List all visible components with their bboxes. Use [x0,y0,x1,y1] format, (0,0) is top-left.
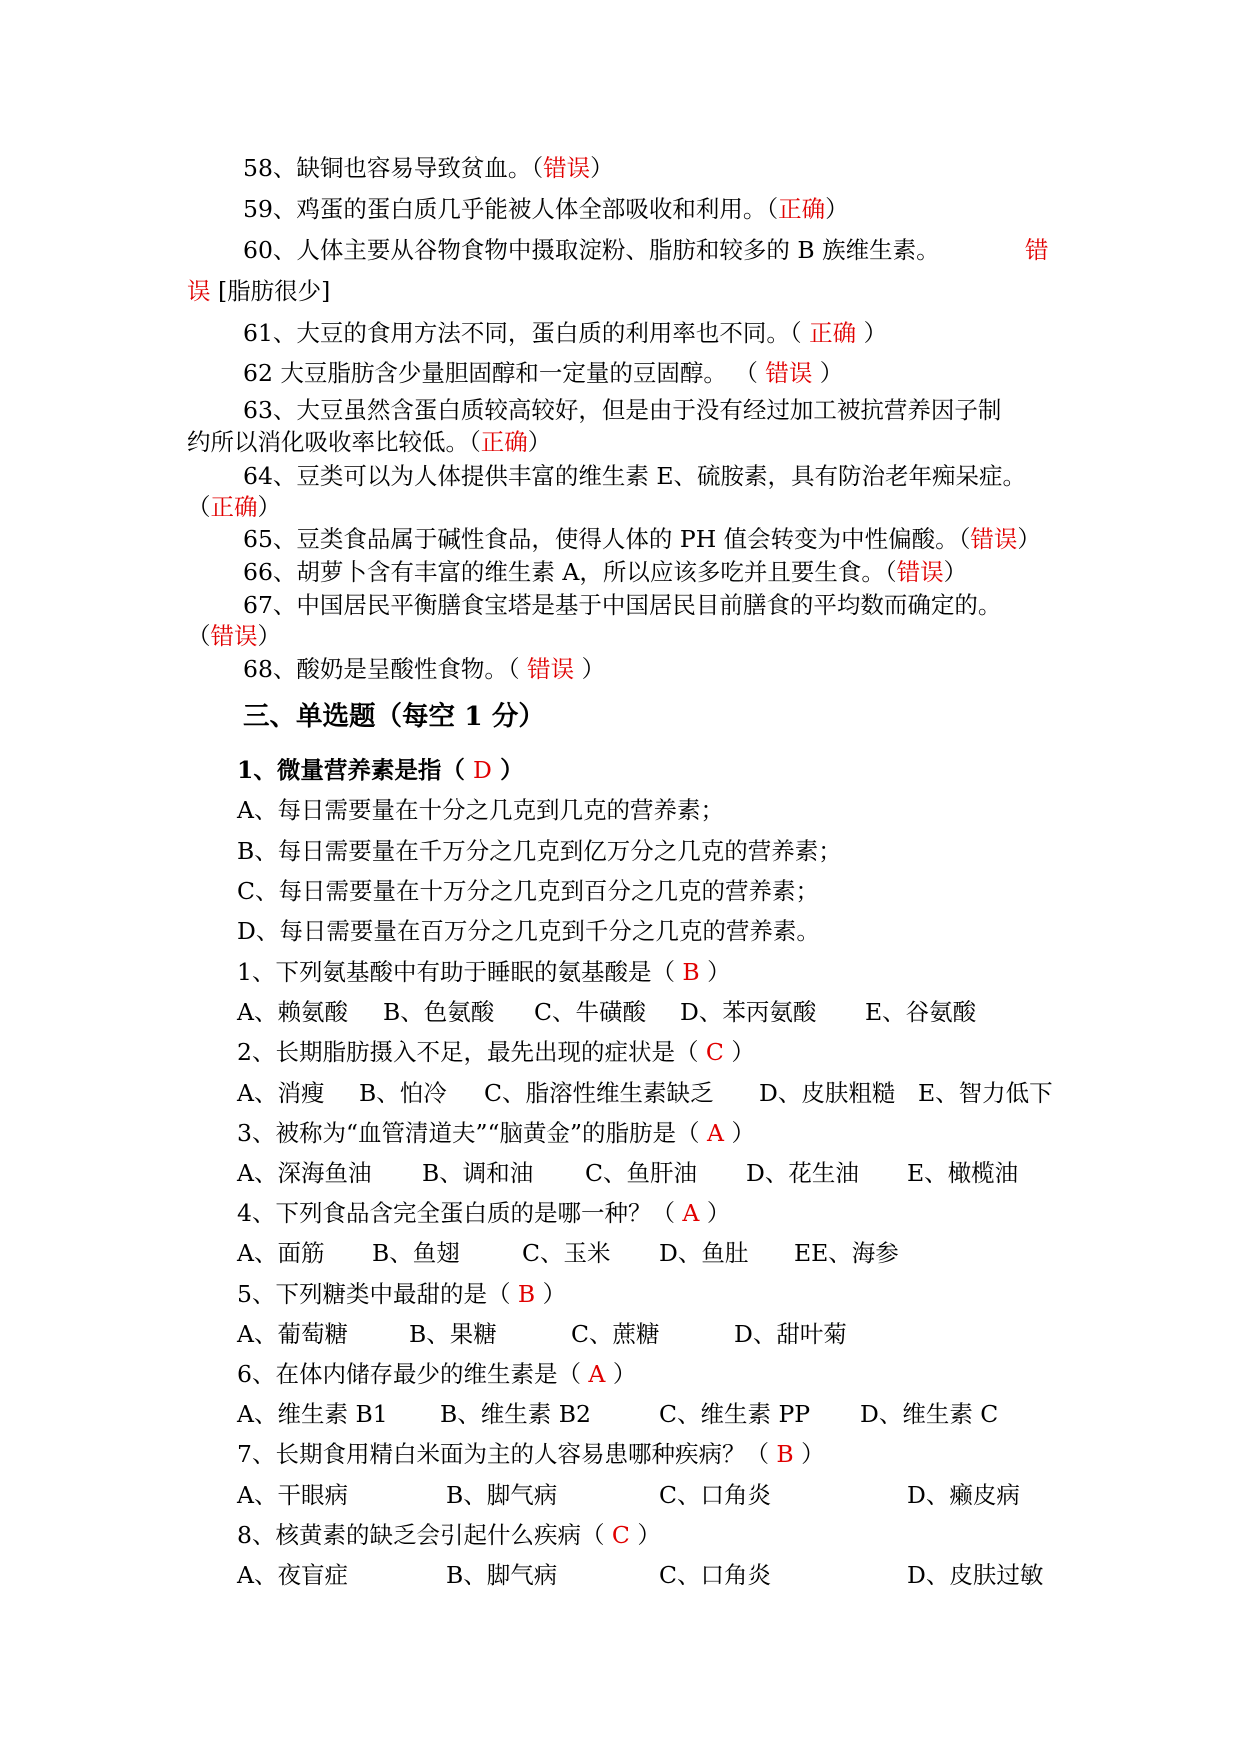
mc-question-7: 7、长期食用精白米面为主的人容易患哪种疾病？（ B ） [237,1440,825,1468]
option: C、蔗糖 [571,1320,660,1348]
tf-item-65: 65、豆类食品属于碱性食品，使得人体的 PH 值会转变为中性偏酸。（错误） [243,525,1041,553]
mc-question-2: 2、长期脂肪摄入不足，最先出现的症状是（ C ） [237,1038,755,1066]
option-line: A、每日需要量在十分之几克到几克的营养素； [237,796,724,824]
answer-mark: 正确 [809,319,857,347]
option: C、口角炎 [659,1561,771,1589]
option: A、消瘦 [237,1079,325,1107]
option: A、葡萄糖 [237,1320,348,1348]
tf-item-68: 68、酸奶是呈酸性食物。（ 错误 ） [243,655,606,683]
tf-item-64: 64、豆类可以为人体提供丰富的维生素 E、硫胺素，具有防治老年痴呆症。 [243,462,1027,490]
mc-question-3: 3、被称为“血管清道夫”“脑黄金”的脂肪是（ A ） [237,1119,755,1147]
option: E、智力低下 [918,1079,1053,1107]
option: A、赖氨酸 [237,998,348,1026]
answer-mark: 错误 [543,154,591,182]
option: B、色氨酸 [383,998,495,1026]
option: D、鱼肚 [659,1239,749,1267]
mc-options-5 [237,1319,847,1349]
option: E、橄榄油 [907,1159,1019,1187]
answer-mark: B [682,958,700,986]
mc-question-1: 1、下列氨基酸中有助于睡眠的氨基酸是（ B ） [237,958,731,986]
answer-mark: B [776,1440,794,1468]
mc-options-3 [237,1158,1019,1188]
option: C、鱼肝油 [585,1159,697,1187]
option-line: B、每日需要量在千万分之几克到亿万分之几克的营养素； [237,837,842,865]
section-heading: 三、单选题（每空 1 分） [243,701,545,732]
tf-item-63-continued: 约所以消化吸收率比较低。（正确） [187,428,552,456]
tf-item-67: 67、中国居民平衡膳食宝塔是基于中国居民目前膳食的平均数而确定的。 [243,591,1002,619]
option: B、果糖 [409,1320,497,1348]
option: B、脚气病 [446,1481,558,1509]
mc-question-4: 4、下列食品含完全蛋白质的是哪一种？（ A ） [237,1199,731,1227]
answer-mark: 错误 [210,622,258,650]
option: C、口角炎 [659,1481,771,1509]
answer-mark: 误 [187,277,211,305]
option: C、脂溶性维生素缺乏 [484,1079,714,1107]
answer-mark: 错误 [896,558,944,586]
answer-mark: C [611,1521,630,1549]
option: C、牛磺酸 [534,998,646,1026]
option: C、玉米 [522,1239,611,1267]
mc-options-4 [237,1238,899,1268]
answer-mark: 正确 [480,428,528,456]
tf-item-61: 61、大豆的食用方法不同，蛋白质的利用率也不同。（ 正确 ） [243,319,888,347]
tf-item-62: 62 大豆脂肪含少量胆固醇和一定量的豆固醇。 （ 错误 ） [243,359,844,387]
mc-options-8 [237,1560,1044,1590]
option-line: C、每日需要量在十万分之几克到百分之几克的营养素； [237,877,819,905]
option: D、癞皮病 [907,1481,1020,1509]
mc-question-5: 5、下列糖类中最甜的是（ B ） [237,1280,567,1308]
answer-mark: 错误 [765,359,813,387]
tf-item-58: 58、缺铜也容易导致贫血。（错误） [243,154,614,182]
answer-mark: A [682,1199,700,1227]
answer-mark: 错误 [527,655,575,683]
option: D、维生素 C [860,1400,999,1428]
option: B、脚气病 [446,1561,558,1589]
mc-question-6: 6、在体内储存最少的维生素是（ A ） [237,1360,637,1388]
answer-mark: A [588,1360,606,1388]
option: A、面筋 [237,1239,325,1267]
option: A、维生素 B1 [237,1400,388,1428]
answer-mark: 正确 [778,195,826,223]
option: A、干眼病 [237,1481,348,1509]
question-micro: 1、微量营养素是指（ D ） [237,756,524,784]
tf-item-60-continued: 误 [脂肪很少] [187,277,331,305]
mc-options-1 [237,997,977,1027]
answer-mark: C [705,1038,724,1066]
option: B、维生素 B2 [440,1400,591,1428]
answer-mark: 错误 [970,525,1018,553]
tf-item-67-continued: （错误） [187,622,281,650]
tf-item-59: 59、鸡蛋的蛋白质几乎能被人体全部吸收和利用。（正确） [243,195,849,223]
tf-item-66: 66、胡萝卜含有丰富的维生素 A，所以应该多吃并且要生食。（错误） [243,558,968,586]
mc-options-2 [237,1078,1053,1108]
option: E、谷氨酸 [865,998,977,1026]
option: B、调和油 [422,1159,534,1187]
mc-options-7 [237,1480,1020,1510]
mc-options-6 [237,1399,999,1429]
option: EE、海参 [794,1239,899,1267]
answer-mark: B [517,1280,536,1308]
option: D、花生油 [746,1159,859,1187]
tf-item-60: 60、人体主要从谷物食物中摄取淀粉、脂肪和较多的 B 族维生素。 [243,236,940,264]
option: D、皮肤过敏 [907,1561,1044,1589]
option: A、夜盲症 [237,1561,348,1589]
option: D、皮肤粗糙 [759,1079,896,1107]
option: D、甜叶菊 [734,1320,847,1348]
answer-mark: A [706,1119,724,1147]
answer-mark: 正确 [210,493,258,521]
option: D、苯丙氨酸 [680,998,817,1026]
tf-item-64-continued: （正确） [187,493,281,521]
option: B、怕冷 [359,1079,447,1107]
answer-mark: 错 [1025,236,1049,264]
tf-item-63: 63、大豆虽然含蛋白质较高较好，但是由于没有经过加工被抗营养因子制 [243,396,1002,424]
option: C、维生素 PP [659,1400,811,1428]
option: A、深海鱼油 [237,1159,372,1187]
mc-question-8: 8、核黄素的缺乏会引起什么疾病（ C ） [237,1521,661,1549]
option: B、鱼翅 [372,1239,460,1267]
answer-mark: D [473,756,492,784]
option-line: D、每日需要量在百万分之几克到千分之几克的营养素。 [237,917,820,945]
